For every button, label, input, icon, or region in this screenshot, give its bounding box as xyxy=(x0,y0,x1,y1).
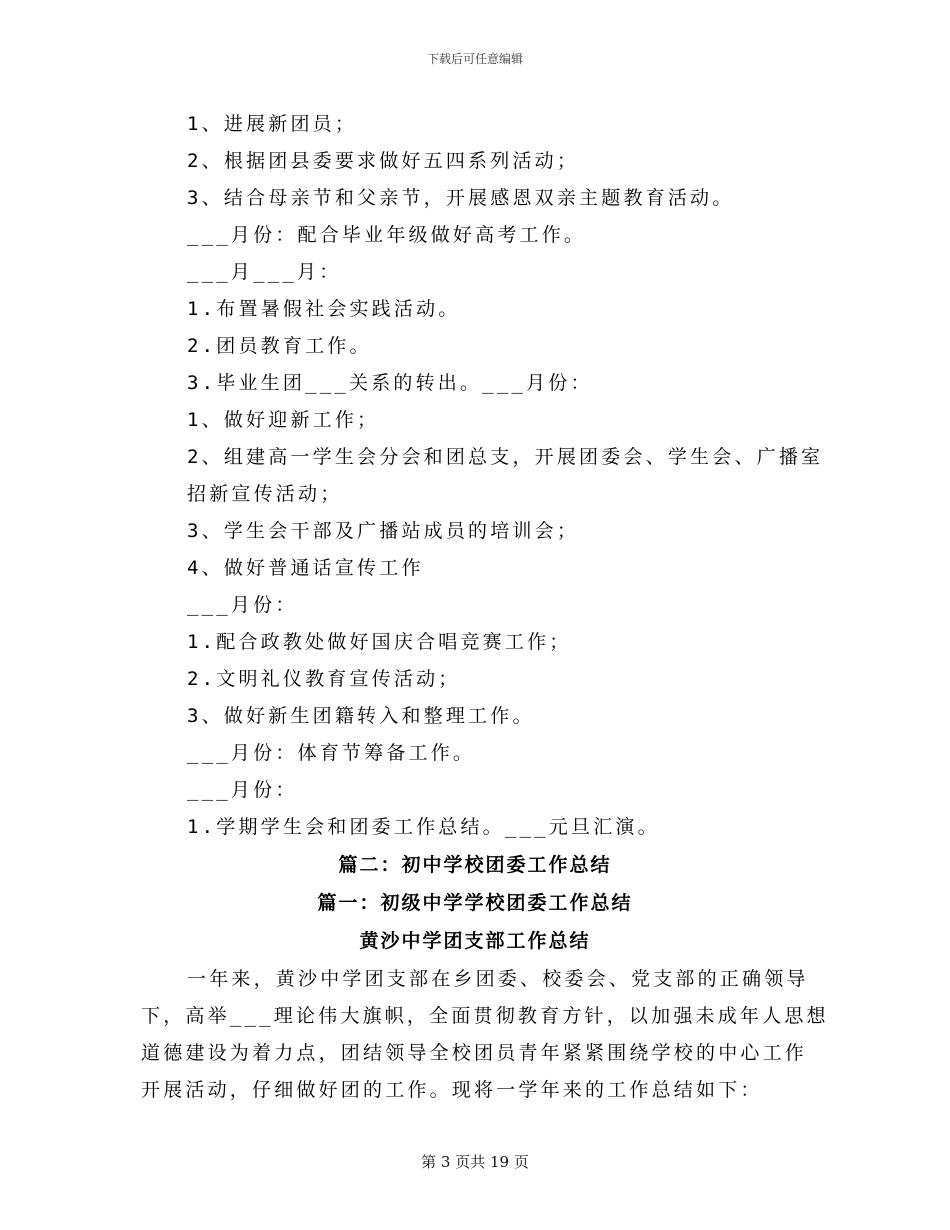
list-item: ___月___月： xyxy=(187,261,342,283)
list-item: ___月份：配合毕业年级做好高考工作。 xyxy=(187,224,587,246)
paragraph-line: 开展活动，仔细做好团的工作。现将一学年来的工作总结如下： xyxy=(141,1079,763,1101)
section-heading: 篇一：初级中学学校团委工作总结 xyxy=(317,892,633,914)
list-item: 2、组建高一学生会分会和团总支，开展团委会、学生会、广播室 xyxy=(187,446,824,468)
paragraph-line: 一年来，黄沙中学团支部在乡团委、校委会、党支部的正确领导 xyxy=(187,968,809,990)
list-item: 3、做好新生团籍转入和整理工作。 xyxy=(187,705,535,727)
page-header: 下载后可任意编辑 xyxy=(426,52,523,66)
list-item: 3、结合母亲节和父亲节，开展感恩双亲主题教育活动。 xyxy=(187,187,735,209)
paragraph-line: 道德建设为着力点，团结领导全校团员青年紧紧围绕学校的中心工作 xyxy=(141,1042,808,1064)
section-heading: 篇二：初中学校团委工作总结 xyxy=(338,854,612,876)
page-footer: 第 3 页共 19 页 xyxy=(421,1153,529,1171)
list-item: ___月份：体育节筹备工作。 xyxy=(187,742,476,764)
list-item: 2、根据团县委要求做好五四系列活动； xyxy=(187,150,580,172)
list-item: 1.学期学生会和团委工作总结。___元旦汇演。 xyxy=(187,816,660,838)
list-item: 3.毕业生团___关系的转出。___月份： xyxy=(187,372,593,394)
list-item: 2.文明礼仪教育宣传活动； xyxy=(187,668,461,690)
document-title: 黄沙中学团支部工作总结 xyxy=(359,930,591,952)
list-item: 1.布置暑假社会实践活动。 xyxy=(187,298,461,320)
list-item: 1、做好迎新工作； xyxy=(187,409,380,431)
list-item: 招新宣传活动； xyxy=(187,483,343,505)
list-item: 2.团员教育工作。 xyxy=(187,335,372,357)
list-item: ___月份： xyxy=(187,779,298,801)
paragraph-line: 下，高举___理论伟大旗帜，全面贯彻教育方针，以加强未成年人思想 xyxy=(141,1005,829,1027)
list-item: 3、学生会干部及广播站成员的培训会； xyxy=(187,520,580,542)
list-item: ___月份： xyxy=(187,594,298,616)
list-item: 4、做好普通话宣传工作 xyxy=(187,557,424,579)
list-item: 1、进展新团员； xyxy=(187,113,358,135)
list-item: 1.配合政教处做好国庆合唱竞赛工作； xyxy=(187,631,572,653)
